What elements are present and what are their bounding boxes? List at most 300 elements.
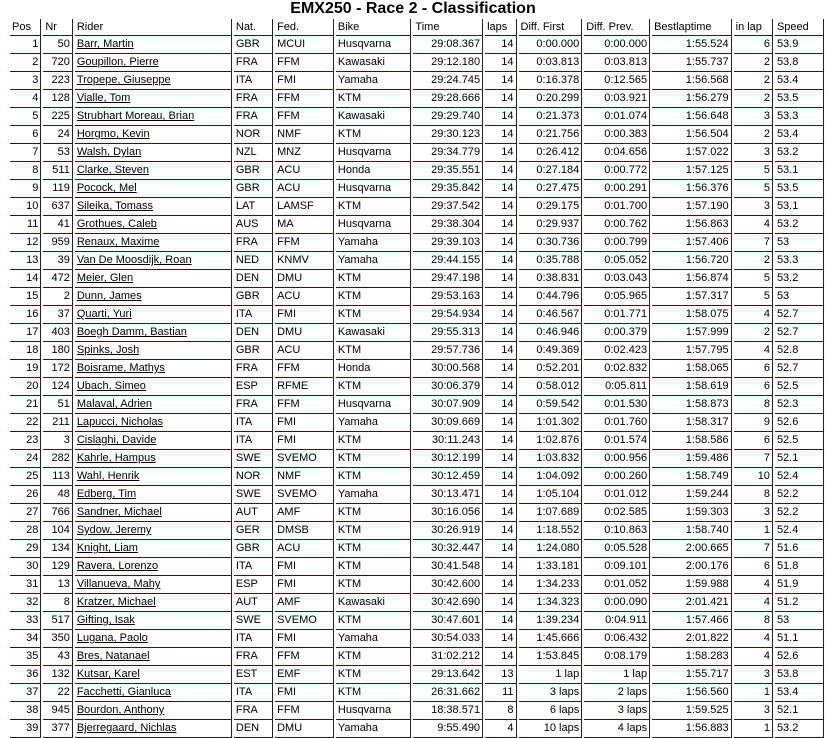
cell-diff-first: 0:27.475 xyxy=(519,180,583,198)
cell-nr: 637 xyxy=(43,198,72,216)
cell-rider xyxy=(75,630,232,648)
cell-speed: 53 xyxy=(775,288,824,306)
cell-bestlaptime: 1:57.795 xyxy=(652,342,732,360)
cell-bestlaptime: 1:55.717 xyxy=(652,666,732,684)
cell-speed: 53.9 xyxy=(775,36,824,54)
cell-diff-prev: 0:04.656 xyxy=(584,144,650,162)
cell-laps: 14 xyxy=(485,450,516,468)
cell-time: 29:54.934 xyxy=(413,306,483,324)
rider-link[interactable]: Walsh, Dylan xyxy=(76,146,142,158)
cell-bike: Kawasaki xyxy=(336,108,412,126)
cell-in-lap: 8 xyxy=(734,486,773,504)
cell-bestlaptime: 1:58.873 xyxy=(652,396,732,414)
cell-pos: 11 xyxy=(10,216,41,234)
cell-in-lap: 4 xyxy=(734,576,773,594)
cell-laps: 14 xyxy=(485,288,516,306)
cell-diff-prev: 0:01.700 xyxy=(584,198,650,216)
cell-in-lap: 6 xyxy=(734,432,773,450)
table-row xyxy=(10,648,824,666)
rider-link[interactable]: Edberg, Tim xyxy=(76,488,137,500)
cell-in-lap: 2 xyxy=(734,252,773,270)
cell-fed: FMI xyxy=(275,306,334,324)
table-row xyxy=(10,270,824,288)
cell-time: 26:31.662 xyxy=(413,684,483,702)
cell-bike: KTM xyxy=(336,666,412,684)
cell-nat: GBR xyxy=(234,288,273,306)
cell-nr: 223 xyxy=(43,72,72,90)
rider-link[interactable]: Malaval, Adrien xyxy=(76,398,153,410)
cell-nat: FRA xyxy=(234,702,273,720)
cell-rider xyxy=(75,36,232,54)
cell-speed: 51.8 xyxy=(775,558,824,576)
cell-time: 29:35.551 xyxy=(413,162,483,180)
cell-bestlaptime: 1:56.648 xyxy=(652,108,732,126)
cell-laps: 14 xyxy=(485,126,516,144)
cell-time: 30:32.447 xyxy=(413,540,483,558)
cell-diff-prev: 0:00.772 xyxy=(584,162,650,180)
cell-pos: 30 xyxy=(10,558,41,576)
column-header-bestlaptime: Bestlaptime xyxy=(652,19,732,36)
cell-time: 30:13.471 xyxy=(413,486,483,504)
cell-diff-prev: 0:04.911 xyxy=(584,612,650,630)
rider-link[interactable]: Knight, Liam xyxy=(76,542,138,554)
cell-in-lap: 4 xyxy=(734,648,773,666)
cell-diff-first: 0:00.000 xyxy=(519,36,583,54)
cell-in-lap: 6 xyxy=(734,36,773,54)
cell-rider xyxy=(75,558,232,576)
cell-laps: 14 xyxy=(485,72,516,90)
table-row xyxy=(10,666,824,684)
cell-fed: DMU xyxy=(275,720,334,738)
cell-rider xyxy=(75,432,232,450)
cell-laps: 14 xyxy=(485,378,516,396)
cell-speed: 52.2 xyxy=(775,486,824,504)
cell-bestlaptime: 1:56.883 xyxy=(652,720,732,738)
cell-bike: KTM xyxy=(336,684,412,702)
cell-nat: FRA xyxy=(234,396,273,414)
cell-speed: 52.1 xyxy=(775,702,824,720)
cell-in-lap: 3 xyxy=(734,144,773,162)
cell-nr: 517 xyxy=(43,612,72,630)
cell-diff-prev: 0:10.863 xyxy=(584,522,650,540)
cell-bike: KTM xyxy=(336,198,412,216)
cell-nr: 113 xyxy=(43,468,72,486)
table-row xyxy=(10,126,824,144)
cell-diff-prev: 0:01.760 xyxy=(584,414,650,432)
cell-bike: Husqvarna xyxy=(336,36,412,54)
cell-time: 30:41.548 xyxy=(413,558,483,576)
cell-nat: ITA xyxy=(234,432,273,450)
cell-in-lap: 9 xyxy=(734,414,773,432)
cell-nr: 51 xyxy=(43,396,72,414)
cell-diff-first: 0:29.175 xyxy=(519,198,583,216)
cell-speed: 53.5 xyxy=(775,180,824,198)
cell-in-lap: 3 xyxy=(734,666,773,684)
cell-in-lap: 5 xyxy=(734,270,773,288)
cell-bestlaptime: 1:57.466 xyxy=(652,612,732,630)
table-row xyxy=(10,36,824,54)
cell-nat: AUT xyxy=(234,594,273,612)
cell-pos: 36 xyxy=(10,666,41,684)
cell-bestlaptime: 1:56.376 xyxy=(652,180,732,198)
cell-speed: 52.6 xyxy=(775,648,824,666)
rider-link[interactable]: Lapucci, Nicholas xyxy=(76,416,164,428)
cell-nat: NOR xyxy=(234,126,273,144)
cell-nat: AUT xyxy=(234,504,273,522)
table-row xyxy=(10,288,824,306)
cell-in-lap: 3 xyxy=(734,702,773,720)
rider-link[interactable]: Pocock, Mel xyxy=(76,182,137,194)
cell-in-lap: 1 xyxy=(734,522,773,540)
rider-link[interactable]: Van De Moosdijk, Roan xyxy=(76,254,192,266)
cell-speed: 53.2 xyxy=(775,216,824,234)
rider-link[interactable]: Kutsar, Karel xyxy=(76,668,140,680)
cell-nr: 2 xyxy=(43,288,72,306)
cell-time: 31:02.212 xyxy=(413,648,483,666)
cell-bike: KTM xyxy=(336,270,412,288)
cell-diff-first: 0:26.412 xyxy=(519,144,583,162)
cell-diff-first: 0:52.201 xyxy=(519,360,583,378)
rider-link[interactable]: Clarke, Steven xyxy=(76,164,149,176)
table-row xyxy=(10,432,824,450)
cell-time: 30:09.669 xyxy=(413,414,483,432)
cell-fed: NMF xyxy=(275,468,334,486)
cell-in-lap: 7 xyxy=(734,234,773,252)
rider-link[interactable]: Bjerregaard, Nichlas xyxy=(76,722,177,734)
cell-rider xyxy=(75,378,232,396)
cell-time: 30:42.600 xyxy=(413,576,483,594)
cell-diff-first: 1:39.234 xyxy=(519,612,583,630)
cell-diff-prev: 0:01.052 xyxy=(584,576,650,594)
rider-link[interactable]: Goupillon, Pierre xyxy=(76,56,159,68)
rider-link[interactable]: Boegh Damm, Bastian xyxy=(76,326,187,338)
table-row xyxy=(10,504,824,522)
cell-pos: 27 xyxy=(10,504,41,522)
cell-nr: 766 xyxy=(43,504,72,522)
cell-bestlaptime: 1:57.406 xyxy=(652,234,732,252)
cell-diff-prev: 0:00.090 xyxy=(584,594,650,612)
cell-rider xyxy=(75,288,232,306)
cell-bike: Yamaha xyxy=(336,72,412,90)
cell-bike: Yamaha xyxy=(336,252,412,270)
rider-link[interactable]: Wahl, Henrik xyxy=(76,470,140,482)
rider-link[interactable]: Grothues, Caleb xyxy=(76,218,157,230)
cell-nr: 511 xyxy=(43,162,72,180)
cell-fed: FFM xyxy=(275,702,334,720)
table-row xyxy=(10,612,824,630)
cell-diff-first: 0:30.736 xyxy=(519,234,583,252)
cell-fed: ACU xyxy=(275,162,334,180)
cell-speed: 53.4 xyxy=(775,684,824,702)
cell-pos: 10 xyxy=(10,198,41,216)
cell-speed: 52.5 xyxy=(775,432,824,450)
rider-link[interactable]: Renaux, Maxime xyxy=(76,236,160,248)
cell-bestlaptime: 1:58.065 xyxy=(652,360,732,378)
cell-speed: 52.4 xyxy=(775,522,824,540)
table-row xyxy=(10,234,824,252)
column-header-rider: Rider xyxy=(75,19,232,36)
rider-link[interactable]: Facchetti, Gianluca xyxy=(76,686,171,698)
cell-diff-first: 1:45.666 xyxy=(519,630,583,648)
cell-bike: KTM xyxy=(336,378,412,396)
cell-in-lap: 4 xyxy=(734,594,773,612)
cell-rider xyxy=(75,720,232,738)
cell-fed: MA xyxy=(275,216,334,234)
cell-rider xyxy=(75,504,232,522)
cell-fed: DMSB xyxy=(275,522,334,540)
cell-bestlaptime: 1:59.988 xyxy=(652,576,732,594)
cell-fed: NMF xyxy=(275,126,334,144)
cell-nr: 472 xyxy=(43,270,72,288)
cell-fed: FFM xyxy=(275,54,334,72)
cell-in-lap: 8 xyxy=(734,396,773,414)
cell-rider xyxy=(75,648,232,666)
cell-laps: 14 xyxy=(485,306,516,324)
cell-laps: 14 xyxy=(485,198,516,216)
cell-in-lap: 3 xyxy=(734,504,773,522)
cell-pos: 18 xyxy=(10,342,41,360)
cell-bestlaptime: 1:56.568 xyxy=(652,72,732,90)
rider-link[interactable]: Sileika, Tomass xyxy=(76,200,154,212)
cell-time: 30:42.690 xyxy=(413,594,483,612)
rider-link[interactable]: Vialle, Tom xyxy=(76,92,131,104)
cell-pos: 22 xyxy=(10,414,41,432)
rider-link[interactable]: Sandner, Michael xyxy=(76,506,162,518)
cell-nr: 13 xyxy=(43,576,72,594)
rider-link[interactable]: Bres, Natanael xyxy=(76,650,150,662)
rider-link[interactable]: Villanueva, Mahy xyxy=(76,578,161,590)
cell-bike: Husqvarna xyxy=(336,144,412,162)
cell-nr: 959 xyxy=(43,234,72,252)
cell-time: 30:54.033 xyxy=(413,630,483,648)
cell-laps: 14 xyxy=(485,468,516,486)
cell-bestlaptime: 1:58.317 xyxy=(652,414,732,432)
cell-diff-prev: 0:05.965 xyxy=(584,288,650,306)
cell-nat: GBR xyxy=(234,36,273,54)
cell-laps: 14 xyxy=(485,54,516,72)
column-header-in-lap: in lap xyxy=(734,19,773,36)
table-row xyxy=(10,252,824,270)
cell-pos: 32 xyxy=(10,594,41,612)
cell-nr: 37 xyxy=(43,306,72,324)
cell-diff-first: 1:18.552 xyxy=(519,522,583,540)
rider-link[interactable]: Horgmo, Kevin xyxy=(76,128,150,140)
cell-diff-prev: 0:00.799 xyxy=(584,234,650,252)
classification-table xyxy=(8,19,826,738)
cell-rider xyxy=(75,540,232,558)
cell-bike: KTM xyxy=(336,558,412,576)
column-header-nat: Nat. xyxy=(234,19,273,36)
cell-laps: 13 xyxy=(485,666,516,684)
column-header-speed: Speed xyxy=(775,19,824,36)
cell-nr: 377 xyxy=(43,720,72,738)
table-row xyxy=(10,360,824,378)
cell-laps: 14 xyxy=(485,162,516,180)
cell-pos: 23 xyxy=(10,432,41,450)
cell-rider xyxy=(75,216,232,234)
cell-in-lap: 2 xyxy=(734,54,773,72)
cell-bestlaptime: 1:57.317 xyxy=(652,288,732,306)
cell-speed: 53.5 xyxy=(775,90,824,108)
cell-nat: SWE xyxy=(234,486,273,504)
cell-laps: 14 xyxy=(485,558,516,576)
cell-nat: GBR xyxy=(234,180,273,198)
rider-link[interactable]: Sydow, Jeremy xyxy=(76,524,152,536)
cell-diff-first: 1:53.845 xyxy=(519,648,583,666)
cell-diff-first: 0:21.373 xyxy=(519,108,583,126)
cell-pos: 15 xyxy=(10,288,41,306)
cell-rider xyxy=(75,396,232,414)
cell-nr: 50 xyxy=(43,36,72,54)
cell-bike: KTM xyxy=(336,288,412,306)
cell-in-lap: 7 xyxy=(734,450,773,468)
cell-diff-first: 0:46.567 xyxy=(519,306,583,324)
cell-diff-prev: 0:00.260 xyxy=(584,468,650,486)
cell-fed: FMI xyxy=(275,630,334,648)
cell-nat: DEN xyxy=(234,324,273,342)
cell-diff-prev: 0:01.574 xyxy=(584,432,650,450)
cell-fed: AMF xyxy=(275,504,334,522)
cell-nat: SWE xyxy=(234,450,273,468)
rider-link[interactable]: Kratzer, Michael xyxy=(76,596,156,608)
cell-in-lap: 4 xyxy=(734,342,773,360)
cell-nr: 132 xyxy=(43,666,72,684)
table-row xyxy=(10,324,824,342)
cell-diff-prev: 0:09.101 xyxy=(584,558,650,576)
cell-diff-first: 1:01.302 xyxy=(519,414,583,432)
cell-diff-first: 3 laps xyxy=(519,684,583,702)
rider-link[interactable]: Lugana, Paolo xyxy=(76,632,148,644)
cell-fed: ACU xyxy=(275,288,334,306)
cell-diff-prev: 0:00.956 xyxy=(584,450,650,468)
cell-laps: 14 xyxy=(485,612,516,630)
cell-nat: LAT xyxy=(234,198,273,216)
cell-nat: ITA xyxy=(234,414,273,432)
cell-nr: 3 xyxy=(43,432,72,450)
cell-pos: 37 xyxy=(10,684,41,702)
cell-diff-first: 1:05.104 xyxy=(519,486,583,504)
rider-link[interactable]: Cislaghi, Davide xyxy=(76,434,157,446)
cell-bestlaptime: 2:01.822 xyxy=(652,630,732,648)
cell-pos: 8 xyxy=(10,162,41,180)
cell-time: 29:30.123 xyxy=(413,126,483,144)
cell-rider xyxy=(75,162,232,180)
cell-diff-prev: 0:00.000 xyxy=(584,36,650,54)
cell-speed: 52.7 xyxy=(775,306,824,324)
cell-nat: FRA xyxy=(234,648,273,666)
rider-link[interactable]: Barr, Martin xyxy=(76,38,134,50)
cell-pos: 14 xyxy=(10,270,41,288)
cell-nat: GER xyxy=(234,522,273,540)
cell-in-lap: 4 xyxy=(734,306,773,324)
cell-fed: ACU xyxy=(275,540,334,558)
cell-in-lap: 1 xyxy=(734,684,773,702)
cell-bike: Kawasaki xyxy=(336,324,412,342)
cell-time: 29:47.198 xyxy=(413,270,483,288)
cell-time: 29:24.745 xyxy=(413,72,483,90)
cell-rider xyxy=(75,180,232,198)
cell-nr: 945 xyxy=(43,702,72,720)
cell-speed: 53.3 xyxy=(775,108,824,126)
cell-pos: 1 xyxy=(10,36,41,54)
rider-link[interactable]: Boisrame, Mathys xyxy=(76,362,165,374)
cell-diff-prev: 0:05.528 xyxy=(584,540,650,558)
table-row xyxy=(10,522,824,540)
cell-pos: 20 xyxy=(10,378,41,396)
cell-nat: ITA xyxy=(234,72,273,90)
cell-time: 29:35.842 xyxy=(413,180,483,198)
table-row xyxy=(10,378,824,396)
rider-link[interactable]: Ravera, Lorenzo xyxy=(76,560,159,572)
cell-nat: ITA xyxy=(234,306,273,324)
cell-diff-first: 1:34.323 xyxy=(519,594,583,612)
cell-speed: 53.2 xyxy=(775,720,824,738)
cell-diff-prev: 1 lap xyxy=(584,666,650,684)
cell-diff-first: 0:20.299 xyxy=(519,90,583,108)
column-header-diff-prev: Diff. Prev. xyxy=(584,19,650,36)
cell-diff-prev: 4 laps xyxy=(584,720,650,738)
table-row xyxy=(10,468,824,486)
cell-bike: KTM xyxy=(336,576,412,594)
table-row xyxy=(10,306,824,324)
cell-in-lap: 5 xyxy=(734,180,773,198)
cell-rider xyxy=(75,126,232,144)
rider-link[interactable]: Kahrle, Hampus xyxy=(76,452,156,464)
rider-link[interactable]: Strubhart Moreau, Brian xyxy=(76,110,195,122)
cell-speed: 52.5 xyxy=(775,378,824,396)
cell-bestlaptime: 1:59.525 xyxy=(652,702,732,720)
rider-link[interactable]: Dunn, James xyxy=(76,290,142,302)
cell-diff-prev: 0:02.585 xyxy=(584,504,650,522)
rider-link[interactable]: Bourdon, Anthony xyxy=(76,704,165,716)
cell-fed: DMU xyxy=(275,270,334,288)
cell-fed: ACU xyxy=(275,180,334,198)
cell-nat: GBR xyxy=(234,540,273,558)
cell-rider xyxy=(75,108,232,126)
rider-link[interactable]: Gifting, Isak xyxy=(76,614,135,626)
cell-bestlaptime: 1:57.022 xyxy=(652,144,732,162)
table-row xyxy=(10,486,824,504)
cell-rider xyxy=(75,270,232,288)
cell-pos: 34 xyxy=(10,630,41,648)
cell-rider xyxy=(75,594,232,612)
cell-in-lap: 2 xyxy=(734,72,773,90)
cell-time: 30:11.243 xyxy=(413,432,483,450)
cell-speed: 52.7 xyxy=(775,360,824,378)
rider-link[interactable]: Meier, Glen xyxy=(76,272,134,284)
cell-speed: 53.1 xyxy=(775,198,824,216)
cell-bike: Yamaha xyxy=(336,720,412,738)
rider-link[interactable]: Spinks, Josh xyxy=(76,344,140,356)
cell-bestlaptime: 1:58.749 xyxy=(652,468,732,486)
cell-bike: KTM xyxy=(336,648,412,666)
cell-diff-first: 1:07.689 xyxy=(519,504,583,522)
cell-pos: 21 xyxy=(10,396,41,414)
rider-link[interactable]: Quarti, Yuri xyxy=(76,308,132,320)
cell-diff-prev: 0:00.291 xyxy=(584,180,650,198)
rider-link[interactable]: Tropepe, Giuseppe xyxy=(76,74,171,86)
cell-rider xyxy=(75,234,232,252)
cell-nat: FRA xyxy=(234,234,273,252)
cell-diff-prev: 0:05.811 xyxy=(584,378,650,396)
cell-time: 30:12.199 xyxy=(413,450,483,468)
cell-pos: 29 xyxy=(10,540,41,558)
cell-time: 30:26.919 xyxy=(413,522,483,540)
rider-link[interactable]: Ubach, Simeo xyxy=(76,380,146,392)
cell-speed: 53.8 xyxy=(775,666,824,684)
cell-rider xyxy=(75,684,232,702)
cell-nr: 41 xyxy=(43,216,72,234)
